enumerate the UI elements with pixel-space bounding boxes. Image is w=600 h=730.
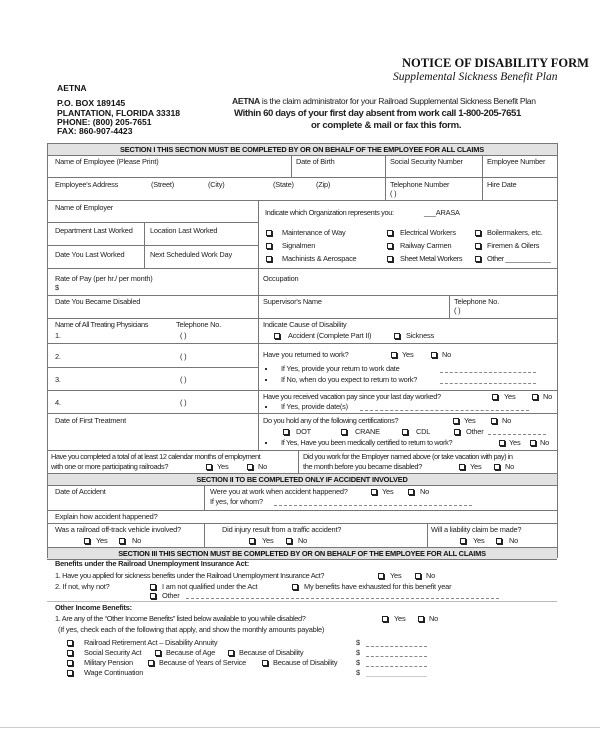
no-label: No [505,462,515,471]
exhausted-label: My benefits have exhausted for this benefit year [304,582,452,591]
no-label: No [543,392,553,401]
org-option: Electrical Workers [400,228,456,237]
no-label: No [298,536,308,545]
physician-4: 4. [55,398,61,407]
rra-dollar: $ [356,638,360,647]
for-whom-field[interactable] [274,505,472,506]
at-work-yes-checkbox[interactable] [371,489,377,495]
no-label: No [442,350,452,359]
telephone-label: Telephone Number [390,180,450,189]
cert-dot: DOT [296,427,312,436]
yes-label: Yes [382,487,394,496]
bullet-icon [265,406,267,408]
vacation-no-checkbox[interactable] [532,394,538,400]
no-label: No [258,462,268,471]
certifications-question: Do you hold any of the following certifications? [263,416,399,425]
military-label: Military Pension [84,658,133,667]
returned-yes-checkbox[interactable] [391,352,397,358]
arasa-option: ___ARASA [424,208,460,217]
instruction-line-1: Within 60 days of your first day absent from work call 1-800-205-7651 [234,108,521,119]
org-checkbox[interactable] [387,230,393,236]
accident-date-label: Date of Accident [55,487,106,496]
vacation-dates-label: If Yes, provide date(s) [281,402,348,411]
physician-1: 1. [55,331,61,340]
crane-checkbox[interactable] [341,429,347,435]
org-checkbox[interactable] [387,256,393,262]
military-years-checkbox[interactable] [148,660,154,666]
yes-label: Yes [96,536,108,545]
rui-question-2: 2. If not, why not? [55,582,110,591]
disabled-date-label: Date You Became Disabled [55,297,141,306]
ssa-label: Social Security Act [84,648,142,657]
org-checkbox[interactable] [266,243,272,249]
org-option: Signalmen [282,241,316,250]
vacation-dates-field[interactable] [360,410,529,411]
rra-checkbox[interactable] [67,640,73,646]
rate-of-pay-label: Rate of Pay (per hr./ per month) [55,274,153,283]
org-option: Other ____________ [487,254,551,263]
no-label: No [429,614,439,623]
physician-1-phone[interactable]: ( ) [180,331,187,340]
location-label: Location Last Worked [150,226,218,235]
rra-label: Railroad Retirement Act – Disability Annuity [84,638,218,647]
yes-label: Yes [394,614,406,623]
military-disability-checkbox[interactable] [262,660,268,666]
medical-no-checkbox[interactable] [530,440,536,446]
vacation-question: Have you received vacation pay since your last day worked? [263,392,441,401]
rra-amount-field[interactable] [366,646,427,647]
physician-2: 2. [55,352,61,361]
section-1-header: SECTION I THIS SECTION MUST BE COMPLETED BY OR ON BEHALF OF THE EMPLOYEE FOR ALL CLAIMS [47,143,557,156]
yes-label: Yes [262,536,274,545]
other-reason-label: Other [162,591,180,600]
employer-label: Name of Employer [55,203,114,212]
wage-amount-field[interactable] [366,676,427,677]
traffic-question: Did injury result from a traffic accident? [222,525,342,534]
oib-yes-checkbox[interactable] [382,616,388,622]
no-label: No [420,487,430,496]
rui-no-checkbox[interactable] [415,573,421,579]
oib-heading: Other Income Benefits: [55,603,132,612]
rui-yes-checkbox[interactable] [378,573,384,579]
cdl-checkbox[interactable] [402,429,408,435]
physician-3: 3. [55,375,61,384]
phone: PHONE: (800) 205-7651 [57,117,152,127]
city-label: (City) [208,180,225,189]
bullet-icon [265,442,267,444]
yes-label: Yes [217,462,229,471]
rui-question-1: 1. Have you applied for sickness benefits under the Railroad Unemployment Insurance Act? [55,571,325,580]
admin-name: AETNA [232,96,260,106]
form-title: NOTICE OF DISABILITY FORM [402,56,589,70]
yes-label: Yes [390,571,402,580]
expected-return-field[interactable] [440,383,536,384]
other-cert-field[interactable] [488,434,546,435]
org-option: Machinists & Aerospace [282,254,357,263]
at-work-question: Were you at work when accident happened? [210,487,348,496]
cert-crane: CRANE [355,427,380,436]
traffic-yes-checkbox[interactable] [249,538,255,544]
offtrack-no-checkbox[interactable] [119,538,125,544]
supervisor-phone-field[interactable]: ( ) [454,306,461,315]
military-amount-field[interactable] [366,666,427,667]
ssa-checkbox[interactable] [67,650,73,656]
ssa-disability-checkbox[interactable] [228,650,234,656]
yes-label: Yes [473,536,485,545]
explain-label: Explain how accident happened? [55,512,158,521]
address-label: Employee's Address [55,180,119,189]
yes-label: Yes [402,350,414,359]
department-label: Department Last Worked [55,226,133,235]
offtrack-question: Was a railroad off-track vehicle involved? [55,525,181,534]
military-disability-label: Because of Disability [273,658,338,667]
work-question-1: Did you work for the Employer named above (or take vacation with pay) in [303,452,513,461]
org-option: Firemen & Oilers [487,241,540,250]
form-subtitle: Supplemental Sickness Benefit Plan [393,71,558,83]
vacation-yes-checkbox[interactable] [492,394,498,400]
section-3-header: SECTION III THIS SECTION MUST BE COMPLETED BY OR ON BEHALF OF THE EMPLOYEE FOR ALL CLAIMS [47,547,557,560]
yes-label: Yes [464,416,476,425]
no-label: No [502,416,512,425]
dob-label: Date of Birth [296,157,335,166]
military-years-label: Because of Years of Service [159,658,247,667]
zip-label: (Zip) [316,180,331,189]
offtrack-yes-checkbox[interactable] [84,538,90,544]
military-checkbox[interactable] [67,660,73,666]
org-checkbox[interactable] [475,256,481,262]
section-2-header: SECTION II TO BE COMPLETED ONLY IF ACCIDENT INVOLVED [47,473,557,486]
yes-label: Yes [509,438,521,447]
sickness-checkbox[interactable] [394,333,400,339]
work-no-checkbox[interactable] [494,464,500,470]
expected-return-label: If No, when do you expect to return to work? [281,375,418,384]
cert-cdl: CDL [416,427,431,436]
org-checkbox[interactable] [475,243,481,249]
org-checkbox[interactable] [387,243,393,249]
certs-yes-checkbox[interactable] [453,418,459,424]
bullet-icon [265,368,267,370]
state-label: (State) [273,180,294,189]
org-option: Boilermakers, etc. [487,228,543,237]
liability-question: Will a liability claim be made? [431,525,522,534]
no-label: No [132,536,142,545]
liability-no-checkbox[interactable] [496,538,502,544]
returned-no-checkbox[interactable] [431,352,437,358]
other-reason-field[interactable] [186,598,499,599]
work-question-2: the month before you became disabled? [303,462,422,471]
oib-no-checkbox[interactable] [418,616,424,622]
return-date-label: If Yes, provide your return to work date [281,364,400,373]
first-treatment-label: Date of First Treatment [55,416,126,425]
accident-label: Accident (Complete Part II) [288,331,372,340]
employee-name-label: Name of Employee (Please Print) [55,157,159,166]
at-work-no-checkbox[interactable] [408,489,414,495]
certs-no-checkbox[interactable] [491,418,497,424]
medical-yes-checkbox[interactable] [499,440,505,446]
po-box: P.O. BOX 189145 [57,98,126,108]
other-cert-checkbox[interactable] [454,429,460,435]
months-no-checkbox[interactable] [247,464,253,470]
returned-question: Have you returned to work? [263,350,349,359]
street-label: (Street) [151,180,175,189]
not-qualified-checkbox[interactable] [150,584,156,590]
no-label: No [540,438,550,447]
city-address: PLANTATION, FLORIDA 33318 [57,108,181,118]
ssa-disability-label: Because of Disability [239,648,304,657]
liability-yes-checkbox[interactable] [460,538,466,544]
no-label: No [509,536,519,545]
physician-3-phone[interactable]: ( ) [180,375,187,384]
cert-other: Other [466,427,484,436]
org-checkbox[interactable] [266,256,272,262]
telephone-field[interactable]: ( ) [390,189,397,198]
dot-checkbox[interactable] [283,429,289,435]
physician-phone-label: Telephone No. [176,320,222,329]
occupation-label: Occupation [263,274,299,283]
yes-label: Yes [504,392,516,401]
other-reason-checkbox[interactable] [150,593,156,599]
org-option: Sheet Metal Workers [400,254,463,263]
instruction-line-2: or complete & mail or fax this form. [311,120,462,131]
months-question-2: with one or more participating railroads? [51,462,169,471]
physician-4-phone[interactable]: ( ) [180,398,187,407]
months-yes-checkbox[interactable] [206,464,212,470]
exhausted-checkbox[interactable] [292,584,298,590]
org-option: Railway Carmen [400,241,452,250]
supervisor-label: Supervisor's Name [263,297,322,306]
months-question-1: Have you completed a total of at least 12 calendar months of employment [51,452,261,461]
company-name: AETNA [57,83,87,93]
physician-2-phone[interactable]: ( ) [180,352,187,361]
ssn-label: Social Security Number [390,157,463,166]
ssa-age-checkbox[interactable] [155,650,161,656]
cause-label: Indicate Cause of Disability [263,320,347,329]
ssa-amount-field[interactable] [366,656,427,657]
supervisor-phone-label: Telephone No. [454,297,500,306]
last-worked-label: Date You Last Worked [55,250,125,259]
next-work-day-label: Next Scheduled Work Day [150,250,232,259]
fax: FAX: 860-907-4423 [57,126,133,136]
wage-checkbox[interactable] [67,670,73,676]
rate-dollar: $ [55,283,59,292]
org-checkbox[interactable] [266,230,272,236]
ssa-dollar: $ [356,648,360,657]
not-qualified-label: I am not qualified under the Act [162,582,258,591]
organization-question: Indicate which Organization represents you: [265,208,394,217]
military-dollar: $ [356,658,360,667]
employee-number-label: Employee Number [487,157,546,166]
wage-label: Wage Continuation [84,668,144,677]
oib-note: (If yes, check each of the following that apply, and show the monthly amounts payable) [58,625,325,634]
work-yes-checkbox[interactable] [459,464,465,470]
ssa-age-label: Because of Age [166,648,215,657]
traffic-no-checkbox[interactable] [286,538,292,544]
hire-date-label: Hire Date [487,180,517,189]
physicians-label: Name of All Treating Physicians [55,320,149,329]
org-option: Maintenance of Way [282,228,346,237]
return-date-field[interactable] [440,372,536,373]
sickness-label: Sickness [406,331,434,340]
oib-question-1: 1. Are any of the “Other Income Benefits” listed below available to you while disabled? [55,614,306,623]
admin-text: is the claim administrator for your Railroad Supplemental Sickness Benefit Plan [261,96,536,106]
medical-cert-question: If Yes, Have you been medically certified to return to work? [281,438,453,447]
rui-heading: Benefits under the Railroad Unemployment Insurance Act: [55,559,250,568]
yes-label: Yes [470,462,482,471]
wage-dollar: $ [356,668,360,677]
org-checkbox[interactable] [475,230,481,236]
admin-note [232,96,536,106]
bullet-icon [265,379,267,381]
no-label: No [426,571,436,580]
accident-checkbox[interactable] [274,333,280,339]
for-whom-label: If yes, for whom? [210,497,263,506]
